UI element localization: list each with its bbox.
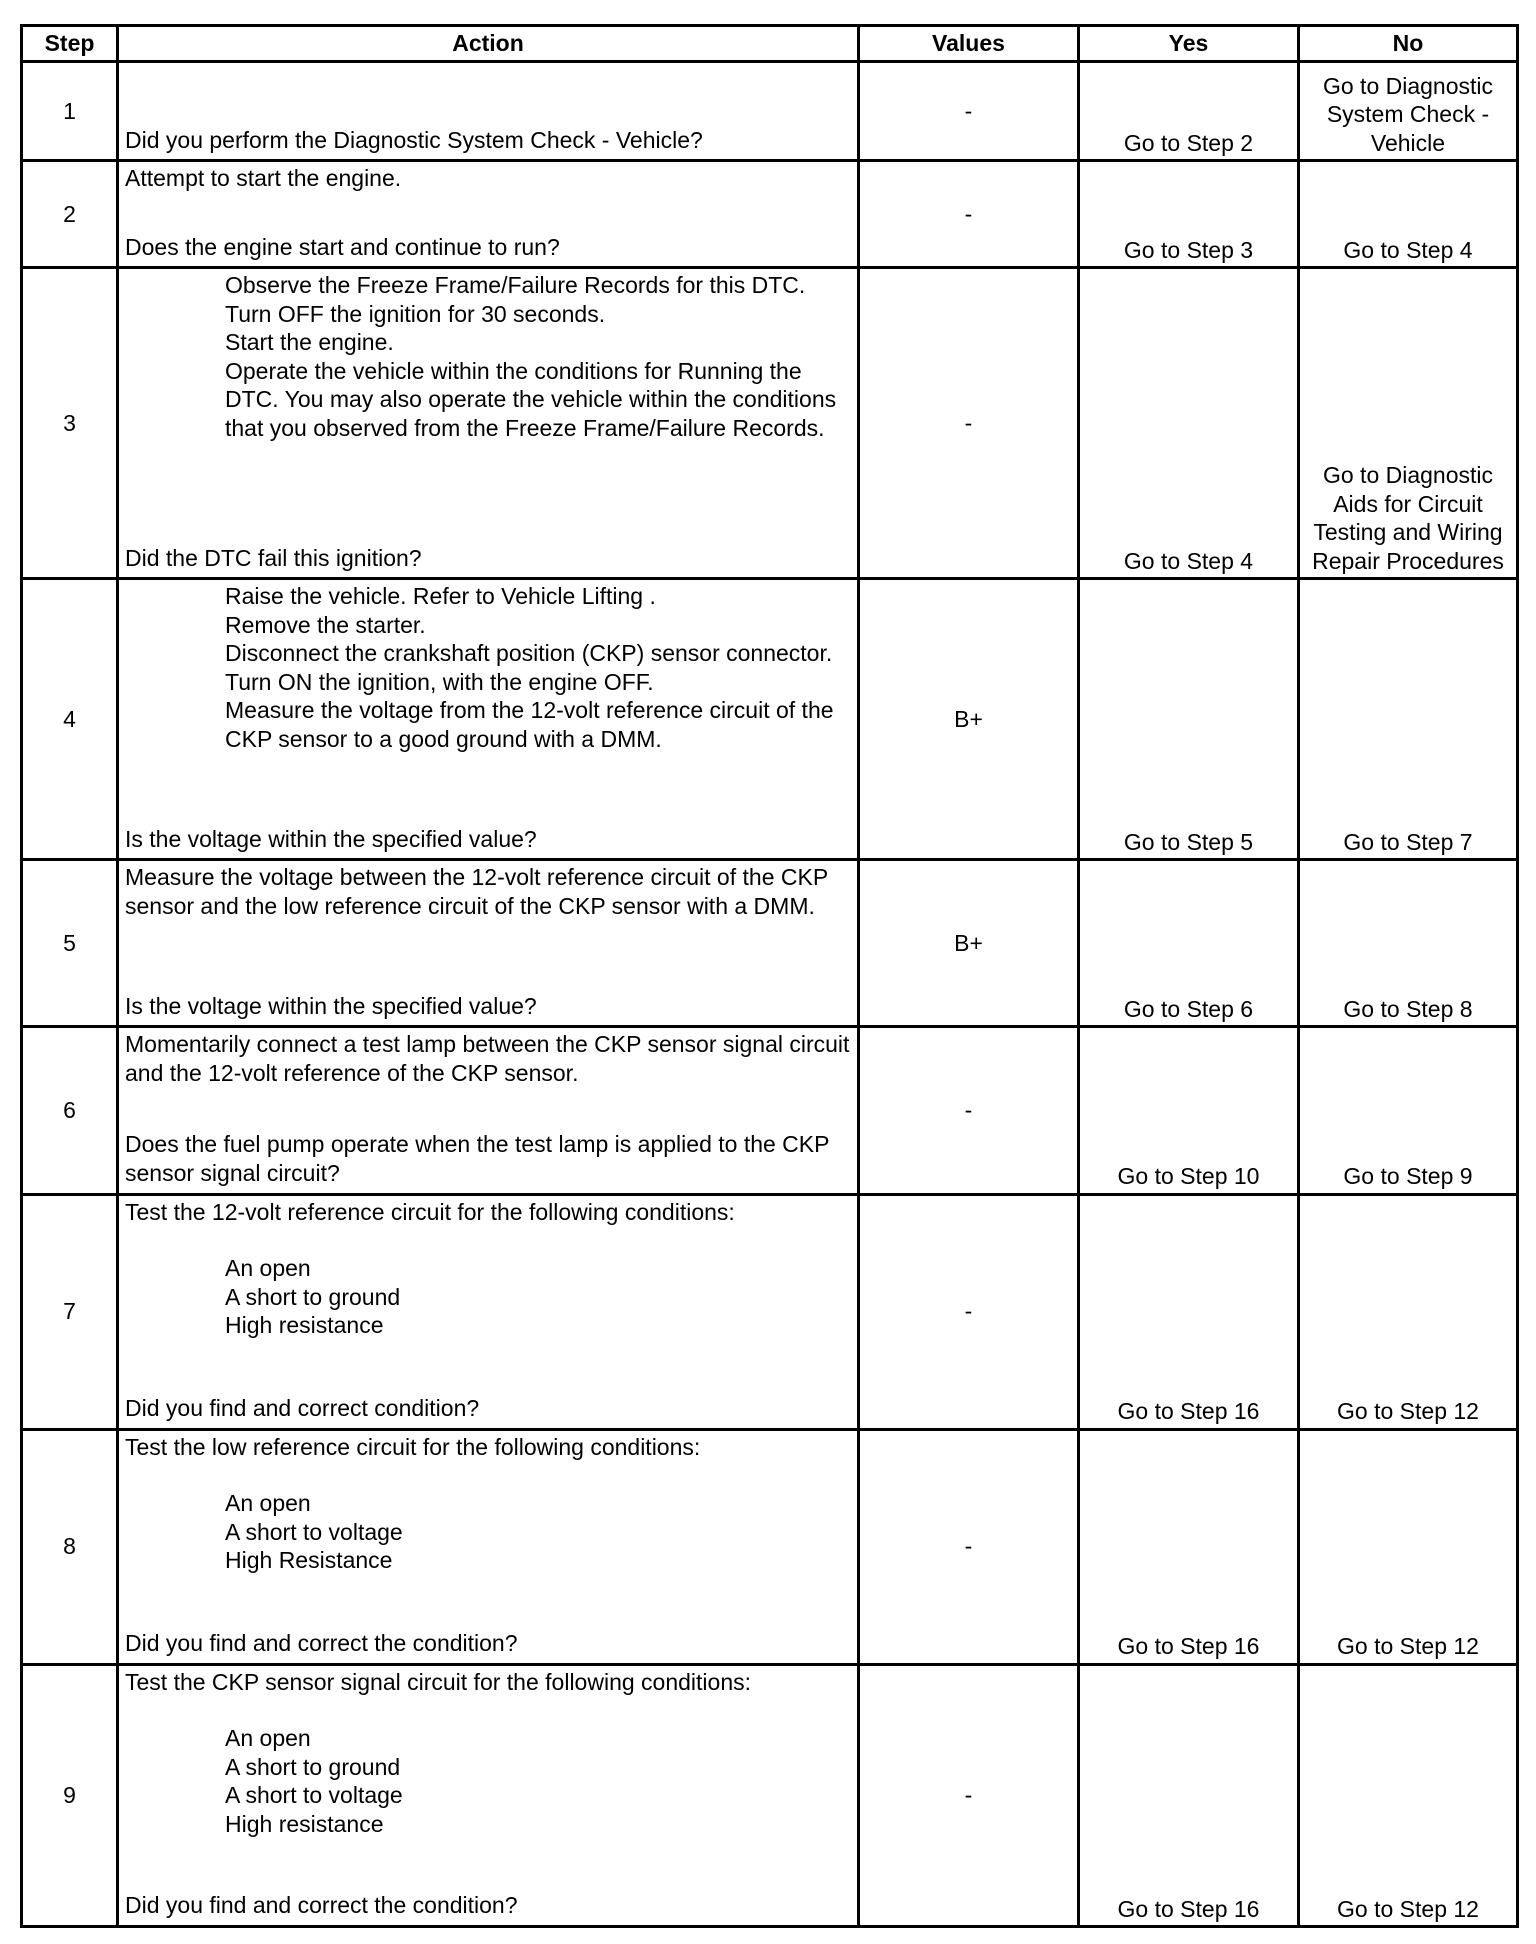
- action-intro: Test the low reference circuit for the following conditions:: [125, 1433, 701, 1460]
- table-row: [22, 62, 1518, 161]
- no-cell: Go to Diagnostic System Check - Vehicle: [1299, 62, 1518, 161]
- action-cell: [118, 1027, 859, 1194]
- action-cell: [118, 860, 859, 1027]
- action-item: High Resistance: [225, 1547, 393, 1574]
- action-cell: [118, 1194, 859, 1429]
- action-item-list: [125, 271, 851, 442]
- yes-cell: Go to Step 4: [1079, 268, 1299, 579]
- action-steps: [125, 582, 851, 753]
- step-number: 5: [22, 860, 118, 1027]
- no-cell: Go to Step 12: [1299, 1664, 1518, 1926]
- values-cell: -: [859, 1027, 1079, 1194]
- table-row: [22, 161, 1518, 268]
- action-item: High resistance: [225, 1312, 384, 1339]
- diagnostic-table: [20, 24, 1519, 1928]
- no-cell: Go to Step 4: [1299, 161, 1518, 268]
- action-content: [125, 863, 851, 1020]
- action-steps: [125, 164, 851, 193]
- header-action: Action: [118, 26, 859, 62]
- action-steps: [125, 1433, 851, 1575]
- action-content: [125, 582, 851, 853]
- no-cell: Go to Diagnostic Aids for Circuit Testing and Wiring Repair Procedures: [1299, 268, 1518, 579]
- action-question: Did the DTC fail this ignition?: [125, 544, 422, 571]
- action-item: A short to voltage: [225, 1518, 403, 1545]
- action-item: Remove the starter.: [225, 611, 426, 638]
- yes-cell: Go to Step 5: [1079, 579, 1299, 860]
- step-number: 9: [22, 1664, 118, 1926]
- step-number: 3: [22, 268, 118, 579]
- step-number: 4: [22, 579, 118, 860]
- action-question: Did you find and correct the condition?: [125, 1630, 518, 1657]
- table-row: [22, 579, 1518, 860]
- no-cell: Go to Step 12: [1299, 1194, 1518, 1429]
- step-number: 8: [22, 1429, 118, 1664]
- action-item: A short to voltage: [225, 1782, 403, 1809]
- action-item-list: [125, 582, 851, 753]
- step-number: 6: [22, 1027, 118, 1194]
- values-cell: B+: [859, 579, 1079, 860]
- action-item: Start the engine.: [225, 329, 394, 356]
- values-cell: -: [859, 1194, 1079, 1429]
- action-steps: [125, 863, 851, 920]
- action-cell: [118, 1429, 859, 1664]
- action-item: Measure the voltage from the 12-volt reference circuit of the CKP sensor to a good ground with a DMM.: [225, 697, 834, 752]
- step-number: 1: [22, 62, 118, 161]
- action-content: [125, 271, 851, 572]
- action-item: Operate the vehicle within the conditions for Running the DTC. You may also operate the vehicle within the conditions that you observed from the Freeze Frame/Failure Records.: [225, 357, 837, 441]
- action-question: Did you perform the Diagnostic System Check - Vehicle?: [125, 126, 703, 153]
- table-row: [22, 1664, 1518, 1926]
- action-item: Turn ON the ignition, with the engine OFF.: [225, 668, 654, 695]
- action-cell: [118, 62, 859, 161]
- action-item: An open: [225, 1725, 311, 1752]
- action-cell: [118, 268, 859, 579]
- table-row: [22, 268, 1518, 579]
- action-item-list: [125, 1254, 851, 1340]
- table-row: [22, 1194, 1518, 1429]
- header-values: Values: [859, 26, 1079, 62]
- action-item: A short to ground: [225, 1283, 401, 1310]
- no-cell: Go to Step 12: [1299, 1429, 1518, 1664]
- action-cell: [118, 1664, 859, 1926]
- action-question: Did you find and correct the condition?: [125, 1892, 518, 1919]
- yes-cell: Go to Step 16: [1079, 1194, 1299, 1429]
- values-cell: B+: [859, 860, 1079, 1027]
- no-cell: Go to Step 7: [1299, 579, 1518, 860]
- action-cell: [118, 161, 859, 268]
- action-intro: Test the 12-volt reference circuit for the following conditions:: [125, 1198, 735, 1225]
- action-item: High resistance: [225, 1810, 384, 1837]
- action-item: An open: [225, 1255, 311, 1282]
- action-steps: [125, 1668, 851, 1839]
- action-cell: [118, 579, 859, 860]
- action-item: Disconnect the crankshaft position (CKP) sensor connector.: [225, 640, 833, 667]
- action-content: [125, 164, 851, 261]
- action-intro: Momentarily connect a test lamp between the CKP sensor signal circuit and the 12-volt reference of the CKP sensor.: [125, 1031, 850, 1086]
- action-content: [125, 65, 851, 154]
- action-item: Observe the Freeze Frame/Failure Records for this DTC.: [225, 272, 806, 299]
- step-number: 2: [22, 161, 118, 268]
- action-content: [125, 1030, 851, 1187]
- action-question: Is the voltage within the specified value?: [125, 992, 537, 1019]
- header-row: [22, 26, 1518, 62]
- yes-cell: Go to Step 16: [1079, 1429, 1299, 1664]
- values-cell: -: [859, 268, 1079, 579]
- yes-cell: Go to Step 2: [1079, 62, 1299, 161]
- action-question: Does the fuel pump operate when the test lamp is applied to the CKP sensor signal circuit?: [125, 1131, 830, 1186]
- action-content: [125, 1433, 851, 1658]
- action-content: [125, 1198, 851, 1423]
- table-row: [22, 1429, 1518, 1664]
- step-number: 7: [22, 1194, 118, 1429]
- action-steps: [125, 1030, 851, 1087]
- action-item: An open: [225, 1490, 311, 1517]
- yes-cell: Go to Step 16: [1079, 1664, 1299, 1926]
- header-yes: Yes: [1079, 26, 1299, 62]
- action-item-list: [125, 1724, 851, 1838]
- action-intro: Measure the voltage between the 12-volt reference circuit of the CKP sensor and the low reference circuit of the CKP sensor with a DMM.: [125, 864, 828, 919]
- action-item: Turn OFF the ignition for 30 seconds.: [225, 300, 606, 327]
- yes-cell: Go to Step 10: [1079, 1027, 1299, 1194]
- action-intro: Test the CKP sensor signal circuit for the following conditions:: [125, 1668, 751, 1695]
- values-cell: -: [859, 161, 1079, 268]
- action-item-list: [125, 1489, 851, 1575]
- action-steps: [125, 1198, 851, 1340]
- action-question: Does the engine start and continue to run?: [125, 233, 560, 260]
- table-row: [22, 860, 1518, 1027]
- action-item: A short to ground: [225, 1753, 401, 1780]
- no-cell: Go to Step 8: [1299, 860, 1518, 1027]
- values-cell: -: [859, 1664, 1079, 1926]
- header-step: Step: [22, 26, 118, 62]
- action-question: Did you find and correct condition?: [125, 1395, 480, 1422]
- yes-cell: Go to Step 6: [1079, 860, 1299, 1027]
- action-content: [125, 1668, 851, 1920]
- values-cell: -: [859, 1429, 1079, 1664]
- action-steps: [125, 271, 851, 442]
- table-row: [22, 1027, 1518, 1194]
- action-item: Raise the vehicle. Refer to Vehicle Lifting .: [225, 583, 656, 610]
- header-no: No: [1299, 26, 1518, 62]
- values-cell: -: [859, 62, 1079, 161]
- action-question: Is the voltage within the specified value?: [125, 825, 537, 852]
- action-intro: Attempt to start the engine.: [125, 165, 402, 192]
- no-cell: Go to Step 9: [1299, 1027, 1518, 1194]
- yes-cell: Go to Step 3: [1079, 161, 1299, 268]
